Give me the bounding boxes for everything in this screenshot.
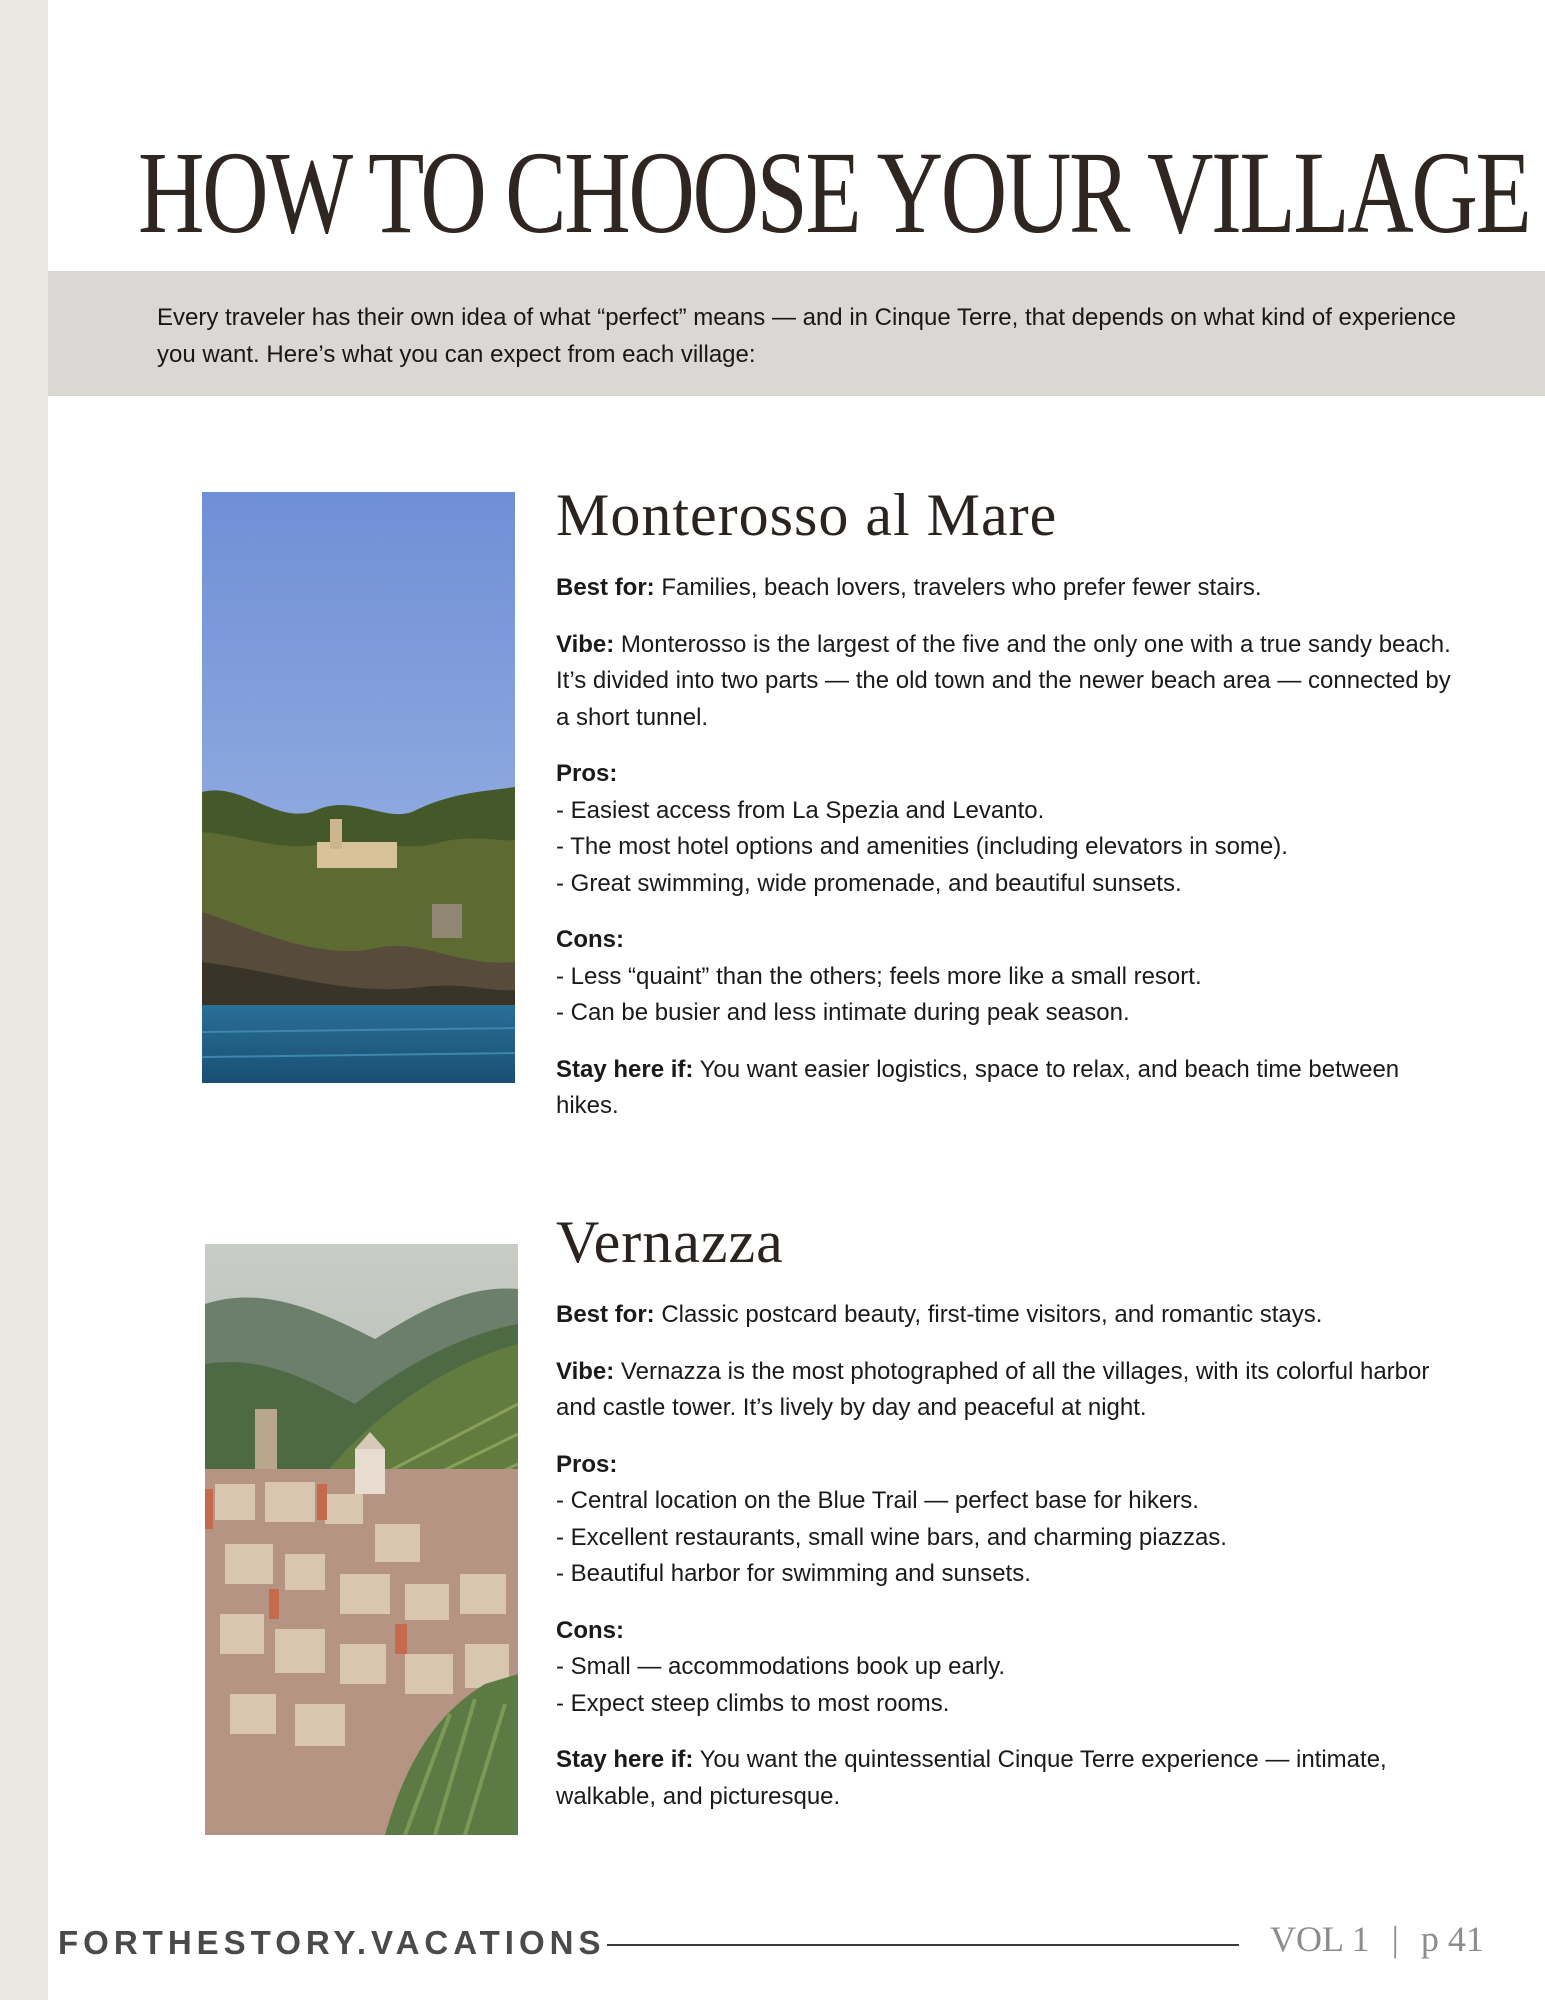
intro-band [48, 271, 1545, 396]
village-name: Monterosso al Mare [556, 482, 1058, 548]
village-vernazza [556, 1205, 1456, 1835]
footer-separator: | [1391, 1919, 1399, 1959]
pros-item: - Central location on the Blue Trail — perfect base for hikers. [556, 1487, 1199, 1514]
cons: Cons: - Small — accommodations book up early. - Expect steep climbs to most rooms. [556, 1616, 1006, 1717]
best-for: Best for: Families, beach lovers, travelers who prefer fewer stairs. [556, 574, 1262, 601]
pros-item: - Beautiful harbor for swimming and sunsets. [556, 1560, 1031, 1587]
vibe: Vibe: Vernazza is the most photographed of all the villages, with its colorful harbor and castle tower. It’s lively by day and peaceful at night. [556, 1357, 1430, 1421]
cons-item: - Expect steep climbs to most rooms. [556, 1689, 950, 1717]
village-monterosso [556, 478, 1456, 1145]
pros: Pros: - Easiest access from La Spezia and Levanto. - The most hotel options and amenities (including elevators in some). - Great swimming, wide promenade, and beautiful sunsets. [556, 760, 1288, 897]
page-number: p 41 [1420, 1919, 1484, 1959]
stay-here-if: Stay here if: You want the quintessential Cinque Terre experience — intimate, walkable, and picturesque. [556, 1746, 1387, 1810]
cons-item: - Can be busier and less intimate during peak season. [556, 999, 1130, 1026]
vernazza-photo [205, 1244, 518, 1835]
pros-item: - Easiest access from La Spezia and Levanto. [556, 796, 1045, 824]
pros-item: - Excellent restaurants, small wine bars, and charming piazzas. [556, 1523, 1227, 1551]
pros-item: - The most hotel options and amenities (including elevators in some). [556, 833, 1288, 860]
cons-item: - Less “quaint” than the others; feels more like a small resort. [556, 962, 1202, 990]
footer-divider [607, 1944, 1239, 1946]
cons-item: - Small — accommodations book up early. [556, 1653, 1006, 1680]
footer-brand: FORTHESTORY.VACATIONS [58, 1924, 606, 1961]
best-for: Best for: Classic postcard beauty, first-time visitors, and romantic stays. [556, 1301, 1323, 1328]
pros-item: - Great swimming, wide promenade, and beautiful sunsets. [556, 869, 1182, 897]
monterosso-photo [202, 492, 515, 1083]
cons: Cons: - Less “quaint” than the others; feels more like a small resort. - Can be busier and less intimate during peak season. [556, 926, 1202, 1026]
volume-label: VOL 1 [1270, 1919, 1370, 1959]
left-margin-strip [0, 0, 48, 2000]
stay-here-if: Stay here if: You want easier logistics, space to relax, and beach time between hikes. [556, 1055, 1400, 1119]
pros: Pros: - Central location on the Blue Trail — perfect base for hikers. - Excellent restaurants, small wine bars, and charming piazzas. - Beautiful harbor for swimming and sunsets. [556, 1450, 1227, 1587]
vibe: Vibe: Monterosso is the largest of the five and the only one with a true sandy beach. It’s divided into two parts — the old town and the newer beach area — connected by a short tunnel. [556, 630, 1451, 731]
village-name: Vernazza [556, 1209, 784, 1275]
page-title: HOW TO CHOOSE YOUR VILLAGE [138, 127, 1530, 258]
footer-page-info [1270, 1918, 1484, 1960]
intro-text: Every traveler has their own idea of what “perfect” means — and in Cinque Terre, that depends on what kind of experience you want. Here’s what you can expect from each village: [157, 304, 1456, 368]
